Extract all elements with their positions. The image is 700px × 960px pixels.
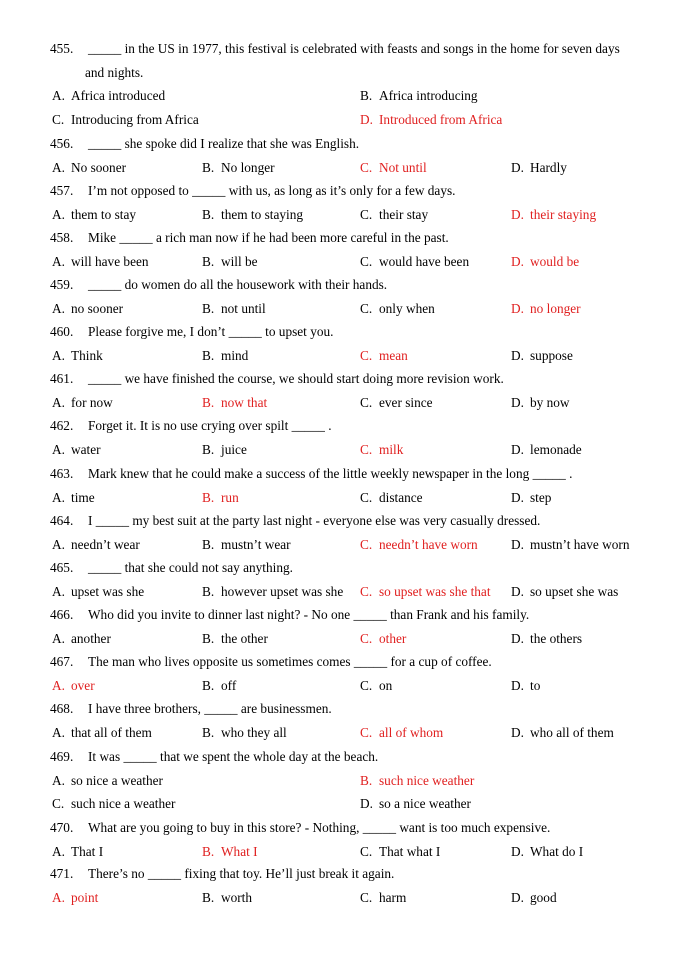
option-letter: C.	[360, 724, 373, 740]
answer-option-correct	[360, 442, 403, 458]
question-text: _____ we have finished the course, we should start doing more revision work.	[88, 371, 504, 386]
option-text: mustn’t have worn	[530, 536, 630, 552]
option-text: another	[71, 630, 111, 646]
question-number: 468.	[50, 701, 74, 716]
option-letter: A.	[52, 394, 65, 410]
question-number: 469.	[50, 749, 74, 764]
answer-option	[202, 207, 303, 223]
option-letter: C.	[360, 394, 373, 410]
answer-option-correct	[360, 631, 406, 647]
question-stem	[50, 136, 359, 152]
answer-option-correct	[360, 160, 427, 176]
option-text: no sooner	[71, 300, 124, 316]
question-number: 466.	[50, 607, 74, 622]
option-text: What do I	[530, 843, 584, 859]
option-letter: C.	[360, 159, 373, 175]
option-text: What I	[221, 843, 258, 859]
option-letter: A.	[52, 300, 65, 316]
question-number: 455.	[50, 41, 74, 56]
answer-option	[511, 160, 567, 176]
question-number: 467.	[50, 654, 74, 669]
answer-option	[202, 254, 258, 270]
answer-option	[52, 796, 175, 812]
option-text: off	[221, 677, 237, 693]
question-number: 463.	[50, 466, 74, 481]
option-letter: D.	[360, 796, 373, 811]
answer-option	[360, 254, 469, 270]
question-stem	[50, 749, 378, 765]
option-text: water	[71, 441, 101, 457]
option-text: on	[379, 677, 393, 693]
option-letter: D.	[511, 536, 524, 552]
option-text: so upset she was	[530, 583, 619, 599]
option-text: worth	[221, 889, 253, 905]
option-text: by now	[530, 394, 570, 410]
option-letter: A.	[52, 489, 65, 505]
answer-option	[511, 631, 582, 647]
option-letter: C.	[360, 253, 373, 269]
option-letter: D.	[511, 441, 524, 457]
answer-option-correct	[360, 773, 474, 789]
answer-option	[52, 584, 144, 600]
option-text: only when	[379, 300, 435, 316]
option-letter: D.	[360, 111, 373, 127]
option-letter: B.	[202, 159, 215, 175]
option-letter: A.	[52, 843, 65, 859]
question-stem	[50, 418, 332, 434]
answer-option	[52, 442, 101, 458]
option-letter: A.	[52, 724, 65, 740]
question-stem	[50, 866, 394, 882]
answer-option	[360, 207, 428, 223]
option-letter: A.	[52, 583, 65, 599]
option-text: mind	[221, 347, 249, 363]
option-text: that all of them	[71, 724, 152, 740]
option-text: Africa introduced	[71, 88, 166, 103]
option-letter: D.	[511, 253, 524, 269]
question-text: Mike _____ a rich man now if he had been more careful in the past.	[88, 230, 449, 245]
answer-option	[202, 631, 268, 647]
option-text: so nice a weather	[71, 772, 163, 788]
option-letter: B.	[202, 253, 215, 269]
answer-option-correct	[511, 301, 581, 317]
answer-option	[52, 112, 199, 128]
question-stem	[50, 701, 332, 717]
option-letter: B.	[202, 441, 215, 457]
question-stem	[50, 41, 620, 57]
option-letter: A.	[52, 677, 65, 693]
question-text: It was _____ that we spent the whole day at the beach.	[88, 749, 379, 764]
answer-option	[360, 844, 440, 860]
answer-option	[52, 207, 136, 223]
option-text: will be	[221, 253, 258, 269]
answer-option	[360, 395, 433, 411]
answer-option	[511, 890, 557, 906]
answer-option	[202, 890, 252, 906]
option-text: Africa introducing	[379, 88, 478, 103]
option-text: all of whom	[379, 724, 444, 740]
answer-option-correct	[511, 254, 579, 270]
option-text: needn’t wear	[71, 536, 140, 552]
option-letter: C.	[52, 111, 65, 127]
option-letter: B.	[202, 583, 215, 599]
option-text: over	[71, 677, 95, 693]
option-text: for now	[71, 394, 113, 410]
question-text: What are you going to buy in this store? - Nothing, _____ want is too much expensive.	[88, 820, 551, 835]
option-text: Introduced from Africa	[379, 111, 503, 127]
question-stem	[50, 324, 333, 340]
answer-option	[360, 490, 423, 506]
option-text: Hardly	[530, 159, 567, 175]
answer-option	[52, 301, 123, 317]
option-text: milk	[379, 441, 404, 457]
question-text: Please forgive me, I don’t _____ to upset you.	[88, 324, 334, 339]
option-letter: C.	[360, 583, 373, 599]
answer-option	[511, 348, 573, 364]
option-text: Not until	[379, 159, 427, 175]
question-number: 458.	[50, 230, 74, 245]
answer-option	[52, 160, 126, 176]
option-letter: C.	[360, 300, 373, 316]
question-text: Who did you invite to dinner last night? - No one _____ than Frank and his family.	[88, 607, 530, 622]
answer-option	[52, 537, 140, 553]
option-text: their stay	[379, 206, 429, 222]
answer-option-correct	[202, 490, 239, 506]
option-text: juice	[221, 441, 247, 457]
answer-option	[360, 301, 435, 317]
question-number: 465.	[50, 560, 74, 575]
option-text: no longer	[530, 300, 581, 316]
answer-option	[360, 796, 471, 812]
option-text: who all of them	[530, 724, 614, 740]
option-letter: A.	[52, 772, 65, 788]
question-text: I _____ my best suit at the party last night - everyone else was very casually dressed.	[88, 513, 541, 528]
answer-option-correct	[511, 207, 596, 223]
option-letter: C.	[360, 489, 373, 505]
answer-option	[511, 844, 583, 860]
option-letter: C.	[360, 843, 373, 859]
answer-option	[202, 160, 275, 176]
answer-option	[511, 678, 540, 694]
option-text: to	[530, 677, 541, 693]
option-text: who they all	[221, 724, 287, 740]
answer-option	[52, 844, 103, 860]
option-letter: B.	[202, 394, 215, 410]
option-text: time	[71, 489, 95, 505]
option-letter: D.	[511, 630, 524, 646]
question-text: _____ she spoke did I realize that she was English.	[88, 136, 360, 151]
option-letter: C.	[360, 347, 373, 363]
option-letter: D.	[511, 394, 524, 410]
question-stem	[50, 560, 293, 576]
option-text: mean	[379, 347, 408, 363]
option-letter: B.	[202, 843, 215, 859]
option-letter: A.	[52, 159, 65, 175]
answer-option	[511, 537, 629, 553]
option-letter: D.	[511, 889, 524, 905]
option-text: step	[530, 489, 552, 505]
option-letter: D.	[511, 159, 524, 175]
option-text: ever since	[379, 394, 433, 410]
question-text: _____ do women do all the housework with their hands.	[88, 277, 388, 292]
question-number: 471.	[50, 866, 74, 881]
answer-option	[202, 584, 343, 600]
question-number: 461.	[50, 371, 74, 386]
option-text: not until	[221, 300, 266, 316]
option-text: good	[530, 889, 557, 905]
option-letter: A.	[52, 889, 65, 905]
question-stem	[50, 820, 550, 836]
option-letter: D.	[511, 489, 524, 505]
question-number: 462.	[50, 418, 74, 433]
answer-option	[202, 442, 247, 458]
option-letter: C.	[52, 796, 65, 811]
option-letter: A.	[52, 206, 65, 222]
option-letter: B.	[202, 630, 215, 646]
question-text: Forget it. It is no use crying over spilt _____ .	[88, 418, 332, 433]
answer-option-correct	[360, 348, 408, 364]
option-text: so a nice weather	[379, 796, 471, 811]
option-text: now that	[221, 394, 268, 410]
answer-option	[52, 490, 95, 506]
option-text: such nice a weather	[71, 796, 176, 811]
option-letter: A.	[52, 536, 65, 552]
question-text: The man who lives opposite us sometimes comes _____ for a cup of coffee.	[88, 654, 492, 669]
answer-option	[52, 254, 149, 270]
answer-option	[511, 584, 618, 600]
option-text: their staying	[530, 206, 597, 222]
question-number: 464.	[50, 513, 74, 528]
answer-option	[511, 725, 614, 741]
answer-option	[202, 537, 291, 553]
option-text: No sooner	[71, 159, 127, 175]
option-letter: C.	[360, 677, 373, 693]
option-letter: B.	[202, 489, 215, 505]
question-number: 459.	[50, 277, 74, 292]
answer-option	[202, 678, 236, 694]
option-letter: B.	[202, 536, 215, 552]
answer-option-correct	[360, 112, 502, 128]
option-letter: B.	[202, 724, 215, 740]
option-text: would have been	[379, 253, 470, 269]
option-text: however upset was she	[221, 583, 344, 599]
option-letter: D.	[511, 300, 524, 316]
option-letter: D.	[511, 677, 524, 693]
option-letter: D.	[511, 347, 524, 363]
option-letter: B.	[202, 677, 215, 693]
answer-option	[202, 301, 266, 317]
question-stem	[50, 371, 504, 387]
option-text: so upset was she that	[379, 583, 491, 599]
question-text-continuation: and nights.	[85, 64, 144, 80]
question-text: Mark knew that he could make a success of the little weekly newspaper in the long _____ .	[88, 466, 573, 481]
question-number: 457.	[50, 183, 74, 198]
option-letter: A.	[52, 441, 65, 457]
question-stem	[50, 183, 455, 199]
answer-option	[52, 773, 163, 789]
answer-option-correct	[52, 678, 95, 694]
option-text: such nice weather	[379, 772, 475, 788]
option-text: No longer	[221, 159, 275, 175]
question-text: _____ that she could not say anything.	[88, 560, 293, 575]
option-letter: D.	[511, 583, 524, 599]
option-text: them to stay	[71, 206, 136, 222]
option-text: mustn’t wear	[221, 536, 291, 552]
answer-option	[360, 890, 406, 906]
option-text: would be	[530, 253, 580, 269]
question-stem	[50, 466, 572, 482]
option-letter: B.	[360, 772, 373, 788]
option-text: needn’t have worn	[379, 536, 478, 552]
option-letter: B.	[202, 300, 215, 316]
answer-option	[52, 88, 165, 104]
option-text: upset was she	[71, 583, 145, 599]
option-text: lemonade	[530, 441, 582, 457]
option-text: will have been	[71, 253, 149, 269]
answer-option	[511, 490, 551, 506]
question-text: I’m not opposed to _____ with us, as long as it’s only for a few days.	[88, 183, 456, 198]
question-text: _____ in the US in 1977, this festival is celebrated with feasts and songs in the home for seven days	[88, 41, 620, 56]
question-text: There’s no _____ fixing that toy. He’ll just break it again.	[88, 866, 395, 881]
answer-option-correct	[360, 725, 443, 741]
answer-option-correct	[52, 890, 98, 906]
option-letter: A.	[52, 630, 65, 646]
option-letter: B.	[202, 347, 215, 363]
option-letter: A.	[52, 347, 65, 363]
option-letter: D.	[511, 206, 524, 222]
option-text: Introducing from Africa	[71, 111, 199, 127]
option-text: distance	[379, 489, 423, 505]
answer-option	[52, 631, 111, 647]
option-letter: B.	[202, 206, 215, 222]
option-text: suppose	[530, 347, 573, 363]
question-stem	[50, 513, 540, 529]
question-stem	[50, 277, 387, 293]
option-letter: A.	[52, 253, 65, 269]
option-text: That what I	[379, 843, 441, 859]
option-letter: C.	[360, 889, 373, 905]
answer-option-correct	[202, 844, 258, 860]
question-number: 460.	[50, 324, 74, 339]
answer-option	[202, 348, 248, 364]
answer-option	[52, 725, 152, 741]
answer-option	[52, 395, 113, 411]
answer-option-correct	[202, 395, 267, 411]
option-text: the others	[530, 630, 583, 646]
answer-option	[511, 395, 570, 411]
option-letter: C.	[360, 536, 373, 552]
option-text: them to staying	[221, 206, 303, 222]
answer-option	[360, 678, 392, 694]
question-text: I have three brothers, _____ are businessmen.	[88, 701, 332, 716]
option-text: run	[221, 489, 239, 505]
option-text: harm	[379, 889, 407, 905]
question-stem	[50, 654, 492, 670]
option-text: Think	[71, 347, 103, 363]
question-number: 456.	[50, 136, 74, 151]
option-text: other	[379, 630, 407, 646]
option-text: That I	[71, 843, 104, 859]
option-letter: C.	[360, 441, 373, 457]
option-text: point	[71, 889, 99, 905]
question-stem	[50, 607, 529, 623]
option-text: the other	[221, 630, 268, 646]
option-letter: D.	[511, 724, 524, 740]
option-letter: D.	[511, 843, 524, 859]
option-letter: B.	[360, 88, 373, 103]
answer-option	[202, 725, 287, 741]
answer-option	[511, 442, 582, 458]
answer-option-correct	[360, 584, 491, 600]
option-letter: C.	[360, 630, 373, 646]
question-stem	[50, 230, 449, 246]
option-letter: A.	[52, 88, 65, 103]
answer-option-correct	[360, 537, 478, 553]
option-letter: C.	[360, 206, 373, 222]
option-letter: B.	[202, 889, 215, 905]
answer-option	[52, 348, 103, 364]
answer-option	[360, 88, 478, 104]
question-number: 470.	[50, 820, 74, 835]
